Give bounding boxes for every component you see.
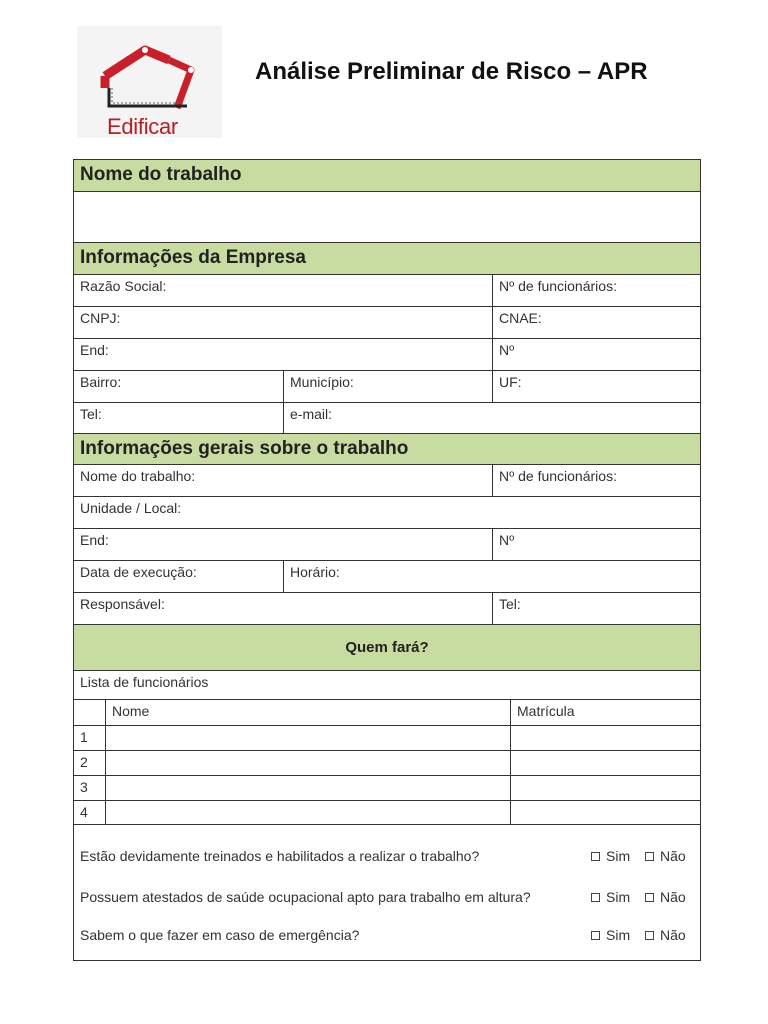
- nao-checkbox[interactable]: Não: [645, 927, 686, 943]
- uf-field[interactable]: UF:: [492, 371, 700, 402]
- section-title: Informações gerais sobre o trabalho: [80, 438, 409, 459]
- empresa-row-1: [74, 275, 700, 307]
- horario-field[interactable]: Horário:: [283, 561, 700, 592]
- gerais-row-5: [74, 593, 700, 625]
- cnae-field[interactable]: CNAE:: [492, 307, 700, 338]
- gerais-row-1: [74, 465, 700, 497]
- checkbox-icon: [591, 931, 600, 940]
- matricula-cell[interactable]: [510, 726, 700, 750]
- numero-field[interactable]: Nº: [492, 339, 700, 370]
- section-title: Informações da Empresa: [80, 247, 306, 268]
- section-gerais: [74, 434, 700, 465]
- checkbox-icon: [645, 893, 654, 902]
- nome-trabalho-input[interactable]: Nome do trabalho:: [80, 468, 196, 484]
- matricula-cell[interactable]: [510, 776, 700, 800]
- section-title: Nome do trabalho: [80, 164, 242, 185]
- empresa-row-2: [74, 307, 700, 339]
- empresa-row-3: [74, 339, 700, 371]
- gerais-end-field[interactable]: End:: [80, 532, 109, 548]
- nome-cell[interactable]: [105, 776, 510, 800]
- nome-trabalho-field[interactable]: [74, 192, 700, 243]
- lista-funcionarios-label: Lista de funcionários: [80, 674, 209, 690]
- cnpj-field[interactable]: CNPJ:: [80, 310, 121, 326]
- end-field[interactable]: End:: [80, 342, 109, 358]
- nao-checkbox[interactable]: Não: [645, 848, 686, 864]
- bairro-field[interactable]: Bairro:: [80, 374, 122, 390]
- col-matricula-header: Matrícula: [510, 700, 700, 725]
- matricula-cell[interactable]: [510, 751, 700, 775]
- table-row: 1: [74, 726, 700, 751]
- empresa-row-4: [74, 371, 700, 403]
- checkbox-icon: [591, 852, 600, 861]
- empresa-row-5: [74, 403, 700, 434]
- gerais-tel-field[interactable]: Tel:: [492, 593, 700, 624]
- section-nome-trabalho: [74, 160, 700, 192]
- data-execucao-field[interactable]: Data de execução:: [80, 564, 197, 580]
- question-atestados: Possuem atestados de saúde ocupacional apto para trabalho em altura?: [80, 889, 531, 905]
- index-col-header: [74, 700, 105, 725]
- razao-social-field[interactable]: Razão Social:: [80, 278, 167, 294]
- section-title: Quem fará?: [345, 639, 429, 656]
- col-nome-header: Nome: [105, 700, 510, 725]
- municipio-field[interactable]: Município:: [283, 371, 492, 402]
- nome-cell[interactable]: [105, 726, 510, 750]
- logo-text: Edificar: [107, 114, 178, 139]
- nao-checkbox[interactable]: Não: [645, 889, 686, 905]
- gerais-row-4: [74, 561, 700, 593]
- page-title: Análise Preliminar de Risco – APR: [255, 58, 648, 85]
- question-emergencia: Sabem o que fazer em caso de emergência?: [80, 927, 360, 943]
- question-treinados: Estão devidamente treinados e habilitados a realizar o trabalho?: [80, 848, 480, 864]
- checkbox-icon: [645, 852, 654, 861]
- nome-cell[interactable]: [105, 801, 510, 824]
- funcionarios-header-row: [74, 700, 700, 726]
- gerais-row-2: [74, 497, 700, 529]
- section-empresa: [74, 243, 700, 275]
- checkbox-icon: [591, 893, 600, 902]
- table-row: 3: [74, 776, 700, 801]
- matricula-cell[interactable]: [510, 801, 700, 824]
- table-row: 4: [74, 801, 700, 825]
- tel-field[interactable]: Tel:: [80, 406, 102, 422]
- responsavel-field[interactable]: Responsável:: [80, 596, 165, 612]
- nome-cell[interactable]: [105, 751, 510, 775]
- n-funcionarios-field[interactable]: Nº de funcionários:: [492, 275, 700, 306]
- sim-checkbox[interactable]: Sim: [591, 927, 630, 943]
- sim-checkbox[interactable]: Sim: [591, 889, 630, 905]
- checkbox-icon: [645, 931, 654, 940]
- sim-checkbox[interactable]: Sim: [591, 848, 630, 864]
- section-quem-fara: [74, 625, 700, 671]
- email-field[interactable]: e-mail:: [283, 403, 700, 433]
- gerais-n-funcionarios-field[interactable]: Nº de funcionários:: [492, 465, 700, 496]
- apr-form: [73, 159, 701, 961]
- table-row: 2: [74, 751, 700, 776]
- unidade-local-field[interactable]: Unidade / Local:: [80, 500, 182, 516]
- lista-funcionarios-row: [74, 671, 700, 700]
- edificar-logo: [77, 26, 222, 138]
- gerais-row-3: [74, 529, 700, 561]
- gerais-numero-field[interactable]: Nº: [492, 529, 700, 560]
